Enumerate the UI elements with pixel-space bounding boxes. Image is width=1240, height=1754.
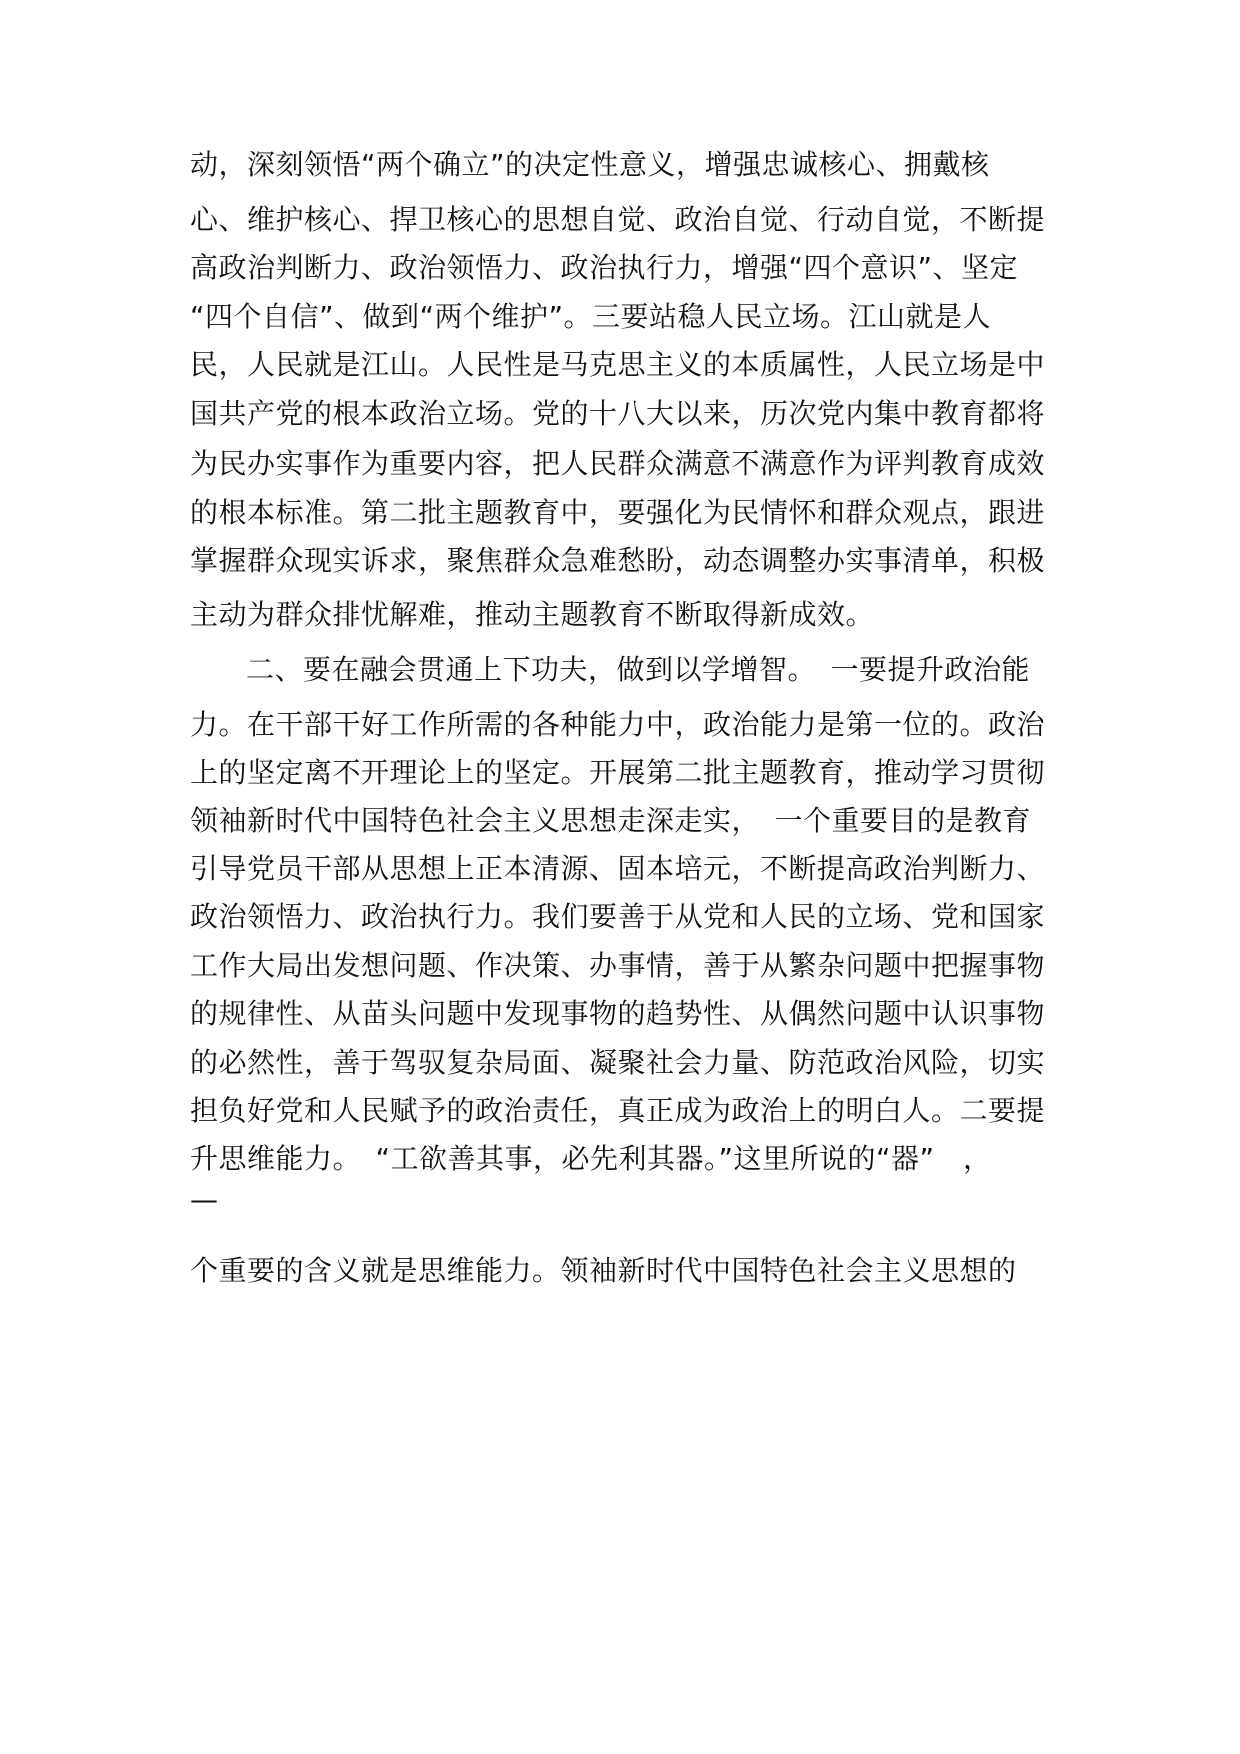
text-line: 引导党员干部从思想上正本清源、固本培元，不断提高政治判断力、	[190, 852, 1046, 885]
text-line: 动，深刻领悟“两个确立”的决定性意义，增强忠诚核心、拥戴核	[190, 148, 990, 181]
text-line: 工作大局出发想问题、作决策、办事情，善于从繁杂问题中把握事物	[190, 949, 1046, 982]
text-line: 民，人民就是江山。人民性是马克思主义的本质属性，人民立场是中	[190, 348, 1046, 381]
text-line: 为民办实事作为重要内容，把人民群众满意不满意作为评判教育成效	[190, 447, 1046, 480]
text-line: 上的坚定离不开理论上的坚定。开展第二批主题教育，推动学习贯彻	[190, 756, 1046, 789]
text-line: 的必然性，善于驾驭复杂局面、凝聚社会力量、防范政治风险，切实	[190, 1046, 1046, 1079]
text-line: 个重要的含义就是思维能力。领袖新时代中国特色社会主义思想的	[190, 1254, 1017, 1287]
text-line: 主动为群众排忧解难，推动主题教育不断取得新成效。	[190, 598, 875, 631]
text-line: 力。在干部干好工作所需的各种能力中，政治能力是第一位的。政治	[190, 708, 1046, 741]
text-line: 担负好党和人民赋予的政治责任，真正成为政治上的明白人。二要提	[190, 1094, 1046, 1127]
text-line: 掌握群众现实诉求，聚焦群众急难愁盼，动态调整办实事清单，积极	[190, 544, 1046, 577]
text-line: 国共产党的根本政治立场。党的十八大以来，历次党内集中教育都将	[190, 397, 1046, 430]
text-line: 政治领悟力、政治执行力。我们要善于从党和人民的立场、党和国家	[190, 900, 1046, 933]
text-line: 升思维能力。 “工欲善其事，必先利其器。”这里所说的“器” ，	[190, 1142, 992, 1175]
text-line: 的根本标准。第二批主题教育中，要强化为民情怀和群众观点，跟进	[190, 496, 1046, 529]
text-line: 的规律性、从苗头问题中发现事物的趋势性、从偶然问题中认识事物	[190, 997, 1046, 1030]
text-line: 高政治判断力、政治领悟力、政治执行力，增强“四个意识”、坚定	[190, 251, 1019, 284]
text-line: 领袖新时代中国特色社会主义思想走深走实， 一个重要目的是教育	[190, 804, 1032, 837]
text-line: “四个自信”、做到“两个维护”。三要站稳人民立场。江山就是人	[190, 300, 992, 333]
text-line: 心、维护核心、捍卫核心的思想自觉、政治自觉、行动自觉，不断提	[190, 203, 1046, 236]
dash-mark: —	[190, 1183, 218, 1216]
section-heading-line: 二、要在融会贯通上下功夫，做到以学增智。 一要提升政治能	[246, 653, 1031, 686]
